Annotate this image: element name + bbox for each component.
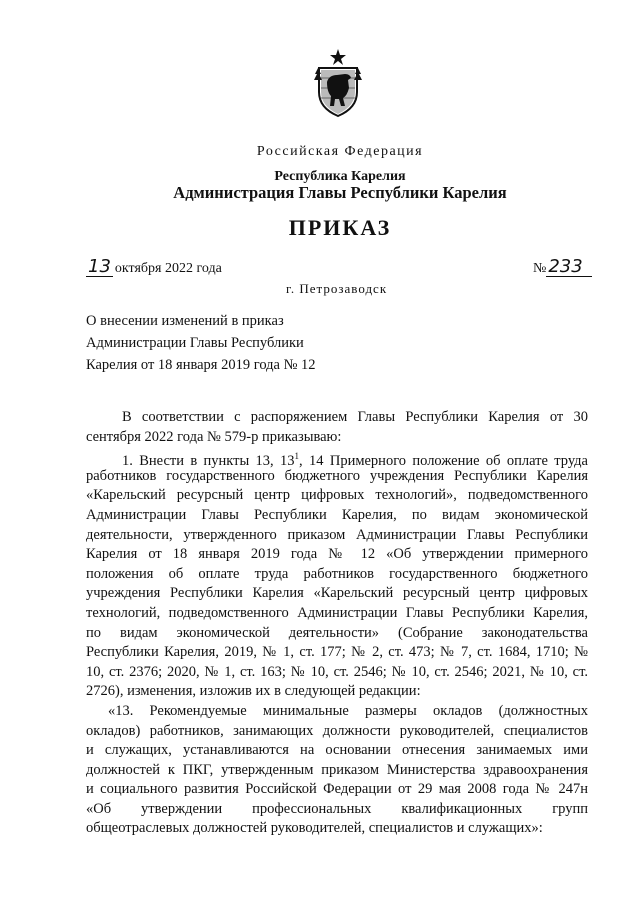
body-line: и социального развития Российской Федерации от 29 мая 2008 года № 247н bbox=[86, 781, 588, 798]
body-line: работников государственного бюджетного учреждения Республики Карелия bbox=[86, 467, 588, 484]
body-line: должностей к ПКГ, утвержденным приказом Министерства здравоохранения bbox=[86, 761, 588, 778]
header-country: Российская Федерация bbox=[256, 144, 424, 159]
superscript: 1 bbox=[294, 451, 300, 462]
star-icon bbox=[330, 49, 346, 65]
document-subject bbox=[86, 310, 406, 376]
body-line: «Об утверждении профессиональных квалификационных групп bbox=[86, 800, 588, 817]
document-number bbox=[533, 258, 592, 277]
date-month-year: октября 2022 года bbox=[114, 261, 222, 276]
body-line: и служащих, устанавливаются на основании отнесения занимаемых ими bbox=[86, 742, 588, 759]
body-line: по видам экономической деятельности» (Собрание законодательства bbox=[86, 624, 588, 641]
body-line: сентября 2022 года № 579-р приказываю: bbox=[86, 428, 342, 445]
body-line: учреждения Республики Карелия «Карельский ресурсный центр цифровых bbox=[86, 585, 588, 602]
number-value-handwritten: 233 bbox=[546, 258, 592, 277]
body-line bbox=[86, 447, 588, 470]
subject-line: Карелия от 18 января 2019 года № 12 bbox=[86, 357, 316, 373]
body-line: окладов) работников, занимающих должности руководителей, специалистов bbox=[86, 722, 588, 739]
body-line: деятельности, утвержденного приказом Администрации Главы Республики bbox=[86, 526, 588, 543]
body-line: «Карельский ресурсный центр цифровых технологий», подведомственного bbox=[86, 487, 588, 504]
body-line: 10, ст. 2376; 2020, № 1, ст. 163; № 10, ст. 2546; № 10, ст. 2546; 2021, № 10, ст. bbox=[86, 663, 588, 680]
document-city: г. Петрозаводск bbox=[286, 281, 388, 296]
body-line: технологий, подведомственного Администрации Главы Республики Карелия, bbox=[86, 604, 588, 621]
body-line: Республики Карелия, 2019, № 1, ст. 177; № 2, ст. 473; № 7, ст. 1684, 1710; № bbox=[86, 644, 588, 661]
body-line: общеотраслевых должностей руководителей, специалистов и служащих»: bbox=[86, 820, 543, 837]
body-line: Администрации Главы Республики Карелия, по видам экономической bbox=[86, 506, 588, 523]
body-line: Карелия от 18 января 2019 года № 12 «Об утверждении примерного bbox=[86, 546, 588, 563]
coat-of-arms-emblem bbox=[313, 48, 363, 118]
body-line: «13. Рекомендуемые минимальные размеры окладов (должностных bbox=[108, 702, 588, 719]
body-text: , 14 Примерного положение об оплате труда bbox=[299, 453, 588, 470]
date-day-handwritten: 13 bbox=[88, 256, 111, 277]
document-type-title: ПРИКАЗ bbox=[288, 215, 392, 240]
document-date bbox=[86, 258, 222, 277]
subject-line: Администрации Главы Республики bbox=[86, 335, 304, 351]
header-republic: Республика Карелия bbox=[274, 169, 406, 184]
subject-line: О внесении изменений в приказ bbox=[86, 313, 284, 329]
number-sign: № bbox=[533, 261, 547, 276]
body-line: положения об оплате труда работников государственного бюджетного bbox=[86, 565, 588, 582]
document-body bbox=[86, 408, 588, 839]
body-text: 1. Внести в пункты 13, 13 bbox=[122, 453, 295, 470]
body-line: 2726), изменения, изложив их в следующей редакции: bbox=[86, 683, 421, 700]
header-administration: Администрация Главы Республики Карелия bbox=[173, 183, 507, 202]
body-line: В соответствии с распоряжением Главы Республики Карелия от 30 bbox=[122, 409, 588, 425]
